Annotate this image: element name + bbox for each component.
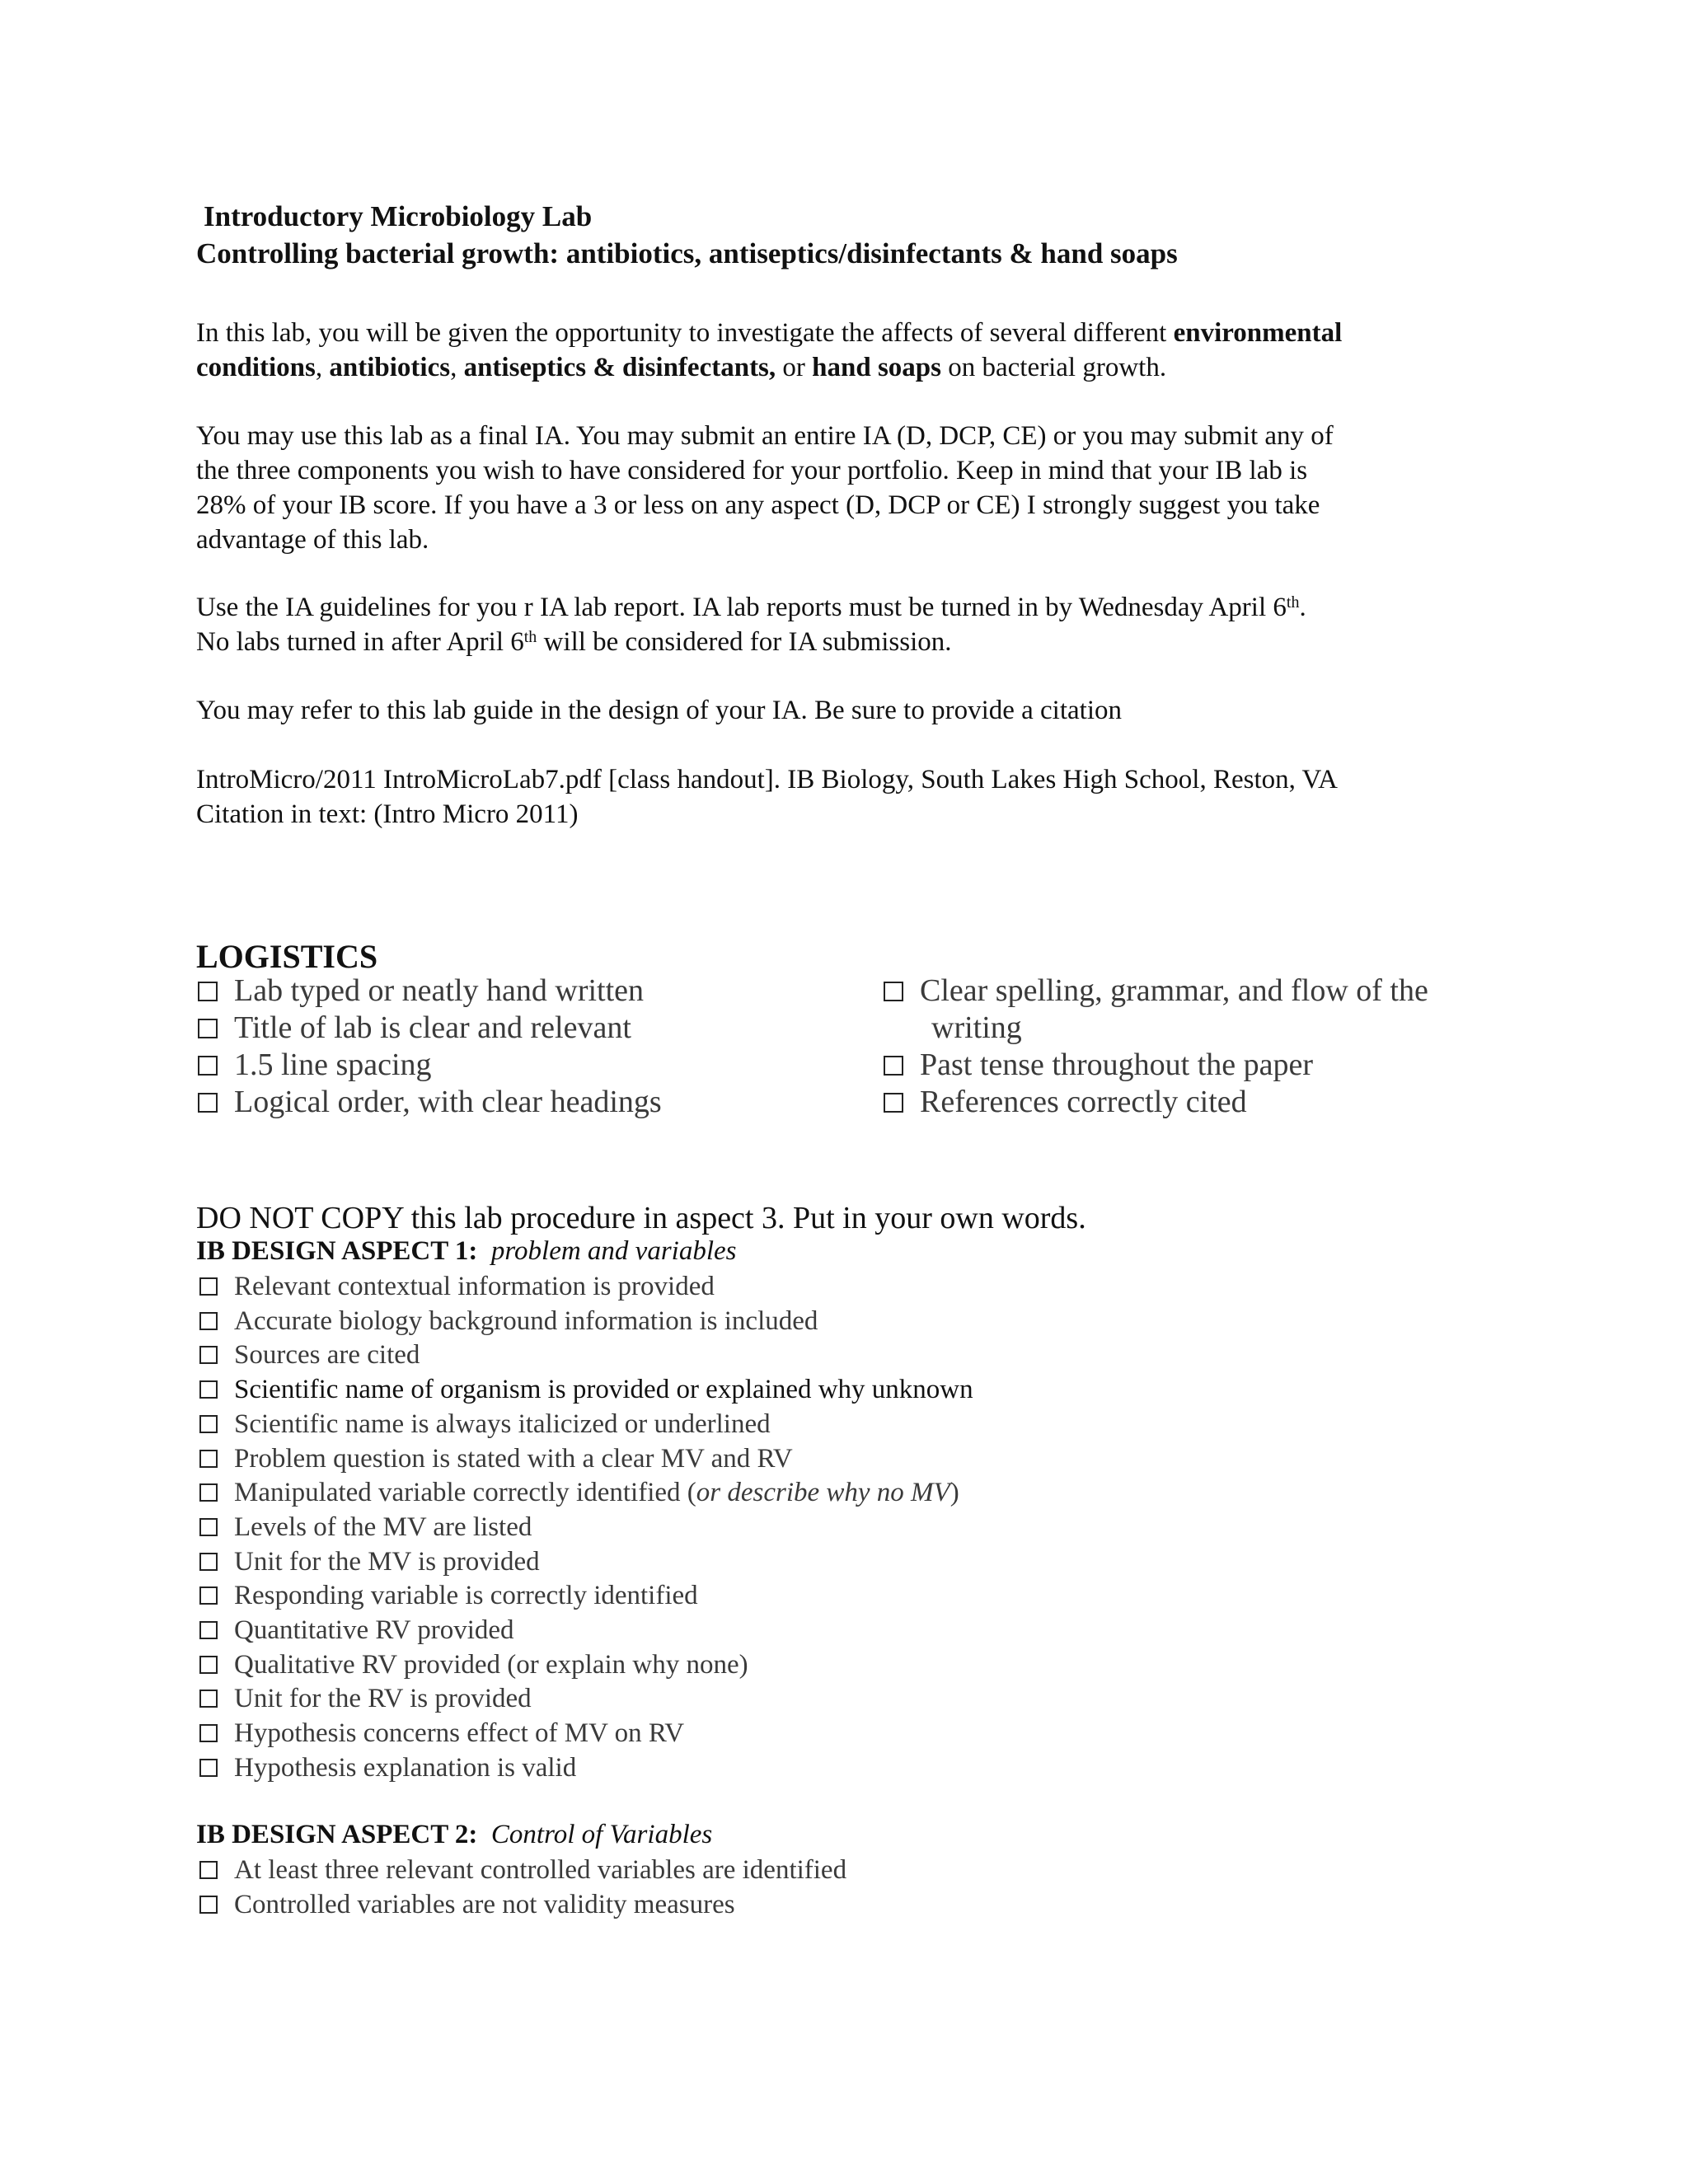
list-item: Sources are cited: [199, 1338, 973, 1373]
citation-block: IntroMicro/2011 IntroMicroLab7.pdf [class handout]. IB Biology, South Lakes High School, Reston, VA Citation in text: (Intro Micro 2011): [196, 765, 1338, 829]
intro-paragraph-4: You may refer to this lab guide in the design of your IA. Be sure to provide a citation: [196, 696, 1122, 725]
checkbox[interactable]: [199, 1621, 218, 1639]
checkbox[interactable]: [199, 1896, 218, 1914]
list-item: References correctly cited: [884, 1084, 1428, 1121]
list-item: Quantitative RV provided: [199, 1614, 973, 1648]
checkbox[interactable]: [199, 1861, 218, 1879]
checkbox[interactable]: [199, 1656, 218, 1674]
checkbox[interactable]: [199, 1277, 218, 1296]
checkbox[interactable]: [199, 1586, 218, 1605]
logistics-left-list: [198, 972, 662, 1121]
checkbox[interactable]: [199, 1415, 218, 1433]
aspect-1-list: [199, 1270, 973, 1786]
list-item: Unit for the MV is provided: [199, 1545, 973, 1580]
checkbox[interactable]: [199, 1346, 218, 1364]
list-item: Clear spelling, grammar, and flow of the: [884, 972, 1428, 1010]
list-item: Scientific name of organism is provided or explained why unknown: [199, 1373, 973, 1408]
checkbox[interactable]: [199, 1690, 218, 1708]
logistics-heading: LOGISTICS: [196, 938, 378, 975]
checkbox[interactable]: [199, 1312, 218, 1330]
list-item: Manipulated variable correctly identified (or describe why no MV): [199, 1476, 973, 1511]
list-item: Title of lab is clear and relevant: [198, 1010, 662, 1047]
checkbox[interactable]: [199, 1450, 218, 1468]
checkbox[interactable]: [199, 1483, 218, 1502]
intro-paragraph-3: Use the IA guidelines for you r IA lab report. IA lab reports must be turned in by Wednesday April 6th. No labs turned in after April 6th will be considered for IA submission.: [196, 593, 1306, 657]
list-item: Relevant contextual information is provided: [199, 1270, 973, 1305]
document-subtitle: Controlling bacterial growth: antibiotics, antiseptics/disinfectants & hand soaps: [196, 237, 1178, 269]
list-item: 1.5 line spacing: [198, 1047, 662, 1084]
checkbox[interactable]: [884, 1056, 903, 1076]
list-item: Levels of the MV are listed: [199, 1511, 973, 1545]
aspect-2-heading: IB DESIGN ASPECT 2: Control of Variables: [196, 1820, 713, 1849]
list-item: Unit for the RV is provided: [199, 1682, 973, 1717]
list-item: Controlled variables are not validity measures: [199, 1888, 846, 1923]
aspect-2-list: [199, 1854, 846, 1922]
list-item: Past tense throughout the paper: [884, 1047, 1428, 1084]
checkbox[interactable]: [199, 1724, 218, 1742]
list-item: Accurate biology background information is included: [199, 1305, 973, 1339]
checkbox[interactable]: [198, 982, 218, 1001]
list-item: Problem question is stated with a clear MV and RV: [199, 1442, 973, 1477]
checkbox[interactable]: [199, 1380, 218, 1399]
list-item: Logical order, with clear headings: [198, 1084, 662, 1121]
checkbox[interactable]: [198, 1056, 218, 1076]
do-not-copy-note: DO NOT COPY this lab procedure in aspect 3. Put in your own words.: [196, 1201, 1086, 1235]
checkbox[interactable]: [884, 982, 903, 1001]
checkbox[interactable]: [199, 1518, 218, 1536]
logistics-right-list: [884, 972, 1428, 1121]
checkbox[interactable]: [199, 1553, 218, 1571]
list-item-continuation: writing: [931, 1010, 1022, 1045]
checkbox[interactable]: [198, 1019, 218, 1038]
aspect-1-heading: IB DESIGN ASPECT 1: problem and variables: [196, 1236, 737, 1266]
list-item: Lab typed or neatly hand written: [198, 972, 662, 1010]
list-item: At least three relevant controlled variables are identified: [199, 1854, 846, 1888]
checkbox[interactable]: [199, 1759, 218, 1777]
checkbox[interactable]: [198, 1093, 218, 1113]
list-item: Hypothesis explanation is valid: [199, 1751, 973, 1786]
list-item: Hypothesis concerns effect of MV on RV: [199, 1717, 973, 1751]
intro-paragraph-1: In this lab, you will be given the opportunity to investigate the affects of several different environmental conditions, antibiotics, antiseptics & disinfectants, or hand soaps on bacterial growth.: [196, 318, 1343, 382]
list-item: Responding variable is correctly identified: [199, 1579, 973, 1614]
list-item: Scientific name is always italicized or underlined: [199, 1408, 973, 1442]
intro-paragraph-2: You may use this lab as a final IA. You may submit an entire IA (D, DCP, CE) or you may submit any of the three components you wish to have considered for your portfolio. Keep in mind that your IB lab is 28% of your IB score. If you have a 3 or less on any aspect (D, DCP or CE) I strongly suggest you take advantage of this lab.: [196, 421, 1334, 555]
document-title: Introductory Microbiology Lab: [204, 200, 593, 232]
list-item: Qualitative RV provided (or explain why none): [199, 1648, 973, 1683]
checkbox[interactable]: [884, 1093, 903, 1113]
